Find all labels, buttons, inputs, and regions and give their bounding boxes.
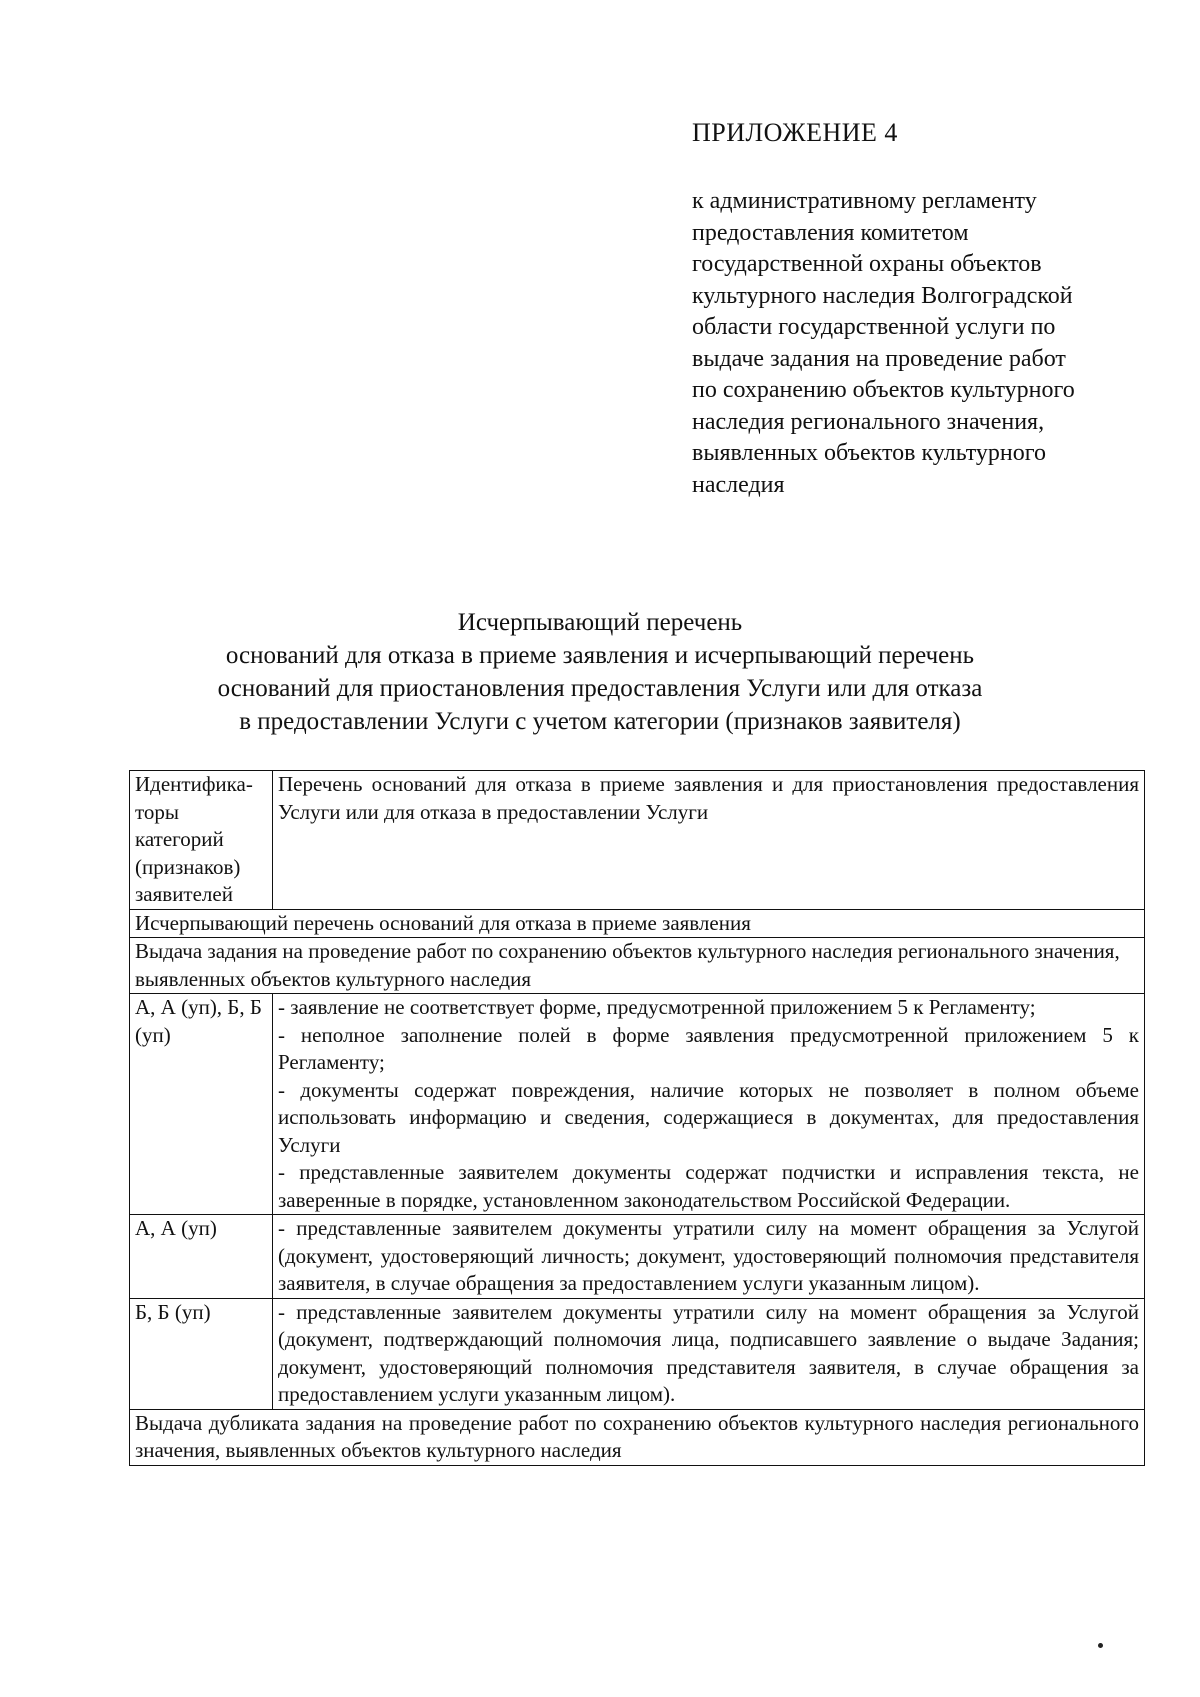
row-grounds xyxy=(273,994,1145,1215)
row-grounds xyxy=(273,1298,1145,1409)
row-identifier: А, А (уп) xyxy=(130,1215,273,1299)
heading-line: оснований для отказа в приеме заявления и исчерпывающий перечень xyxy=(225,642,975,669)
appendix-description xyxy=(692,186,1172,501)
header-identifiers: Идентифика-торы категорий (признаков) заявителей xyxy=(130,771,273,910)
ground-item: - представленные заявителем документы содержат подчистки и исправления текста, не заверенные в порядке, установленном законодательством Российской Федерации. xyxy=(278,1160,1139,1212)
appendix-line: выдаче задания на проведение работ xyxy=(692,345,1066,372)
appendix-line: по сохранению объектов культурного xyxy=(692,377,1075,403)
table-header-row xyxy=(130,771,1145,910)
appendix-line: государственной охраны объектов xyxy=(692,251,1042,277)
row-identifier: А, А (уп), Б, Б (уп) xyxy=(130,994,273,1215)
ground-item: - неполное заполнение полей в форме заявления предусмотренной приложением 5 к Регламенту; xyxy=(278,1022,1139,1074)
appendix-line: к административному регламенту xyxy=(692,188,1037,214)
table-row xyxy=(130,1215,1145,1299)
heading-line: оснований для приостановления предоставления Услуги или для отказа xyxy=(217,675,983,702)
ground-item: - заявление не соответствует форме, предусмотренной приложением 5 к Регламенту; xyxy=(278,995,1036,1019)
subsection-row xyxy=(130,1409,1145,1465)
appendix-line: выявленных объектов культурного xyxy=(692,440,1047,466)
appendix-title: ПРИЛОЖЕНИЕ 4 xyxy=(692,118,898,147)
subsection-duplicate-title: Выдача дубликата задания на проведение работ по сохранению объектов культурного наследия регионального значения, выявленных объектов культурного наследия xyxy=(130,1409,1145,1465)
appendix-line: наследия xyxy=(692,471,785,498)
ground-item: - представленные заявителем документы утратили силу на момент обращения за Услугой (документ, удостоверяющий личность; документ, удостоверяющий полномочия представителя заявителя, в случае обращения за предоставлением услуги указанным лицом). xyxy=(278,1216,1139,1295)
subsection-issue-task-title: Выдача задания на проведение работ по сохранению объектов культурного наследия регионального значения, выявленных объектов культурного наследия xyxy=(130,938,1145,994)
appendix-line: предоставления комитетом xyxy=(692,219,969,246)
subsection-row xyxy=(130,938,1145,994)
section-row xyxy=(130,909,1145,938)
scan-speck xyxy=(1098,1643,1103,1648)
table-row xyxy=(130,1298,1145,1409)
heading-line: в предоставлении Услуги с учетом категории (признаков заявителя) xyxy=(239,708,961,735)
grounds-table xyxy=(129,770,1145,1466)
ground-item: - представленные заявителем документы утратили силу на момент обращения за Услугой (документ, подтверждающий полномочия лица, подписавшего заявление о выдаче Задания; документ, удостоверяющий полномочия представителя заявителя, в случае обращения за предоставлением услуги указанным лицом). xyxy=(278,1299,1139,1406)
section-refusal-title: Исчерпывающий перечень оснований для отказа в приеме заявления xyxy=(130,909,1145,938)
ground-item: - документы содержат повреждения, наличие которых не позволяет в полном объеме использовать информацию и сведения, содержащиеся в документах, для предоставления Услуги xyxy=(278,1077,1139,1157)
heading-line: Исчерпывающий перечень xyxy=(457,609,743,636)
appendix-line: культурного наследия Волгоградской xyxy=(692,282,1073,309)
appendix-line: наследия регионального значения, xyxy=(692,408,1045,435)
table-row xyxy=(130,994,1145,1215)
appendix-line: области государственной услуги по xyxy=(692,314,1056,340)
document-heading xyxy=(0,606,1200,738)
header-grounds-list: Перечень оснований для отказа в приеме заявления и для приостановления предоставления Услуги или для отказа в предоставлении Услуги xyxy=(273,771,1145,910)
row-grounds xyxy=(273,1215,1145,1299)
row-identifier: Б, Б (уп) xyxy=(130,1298,273,1409)
